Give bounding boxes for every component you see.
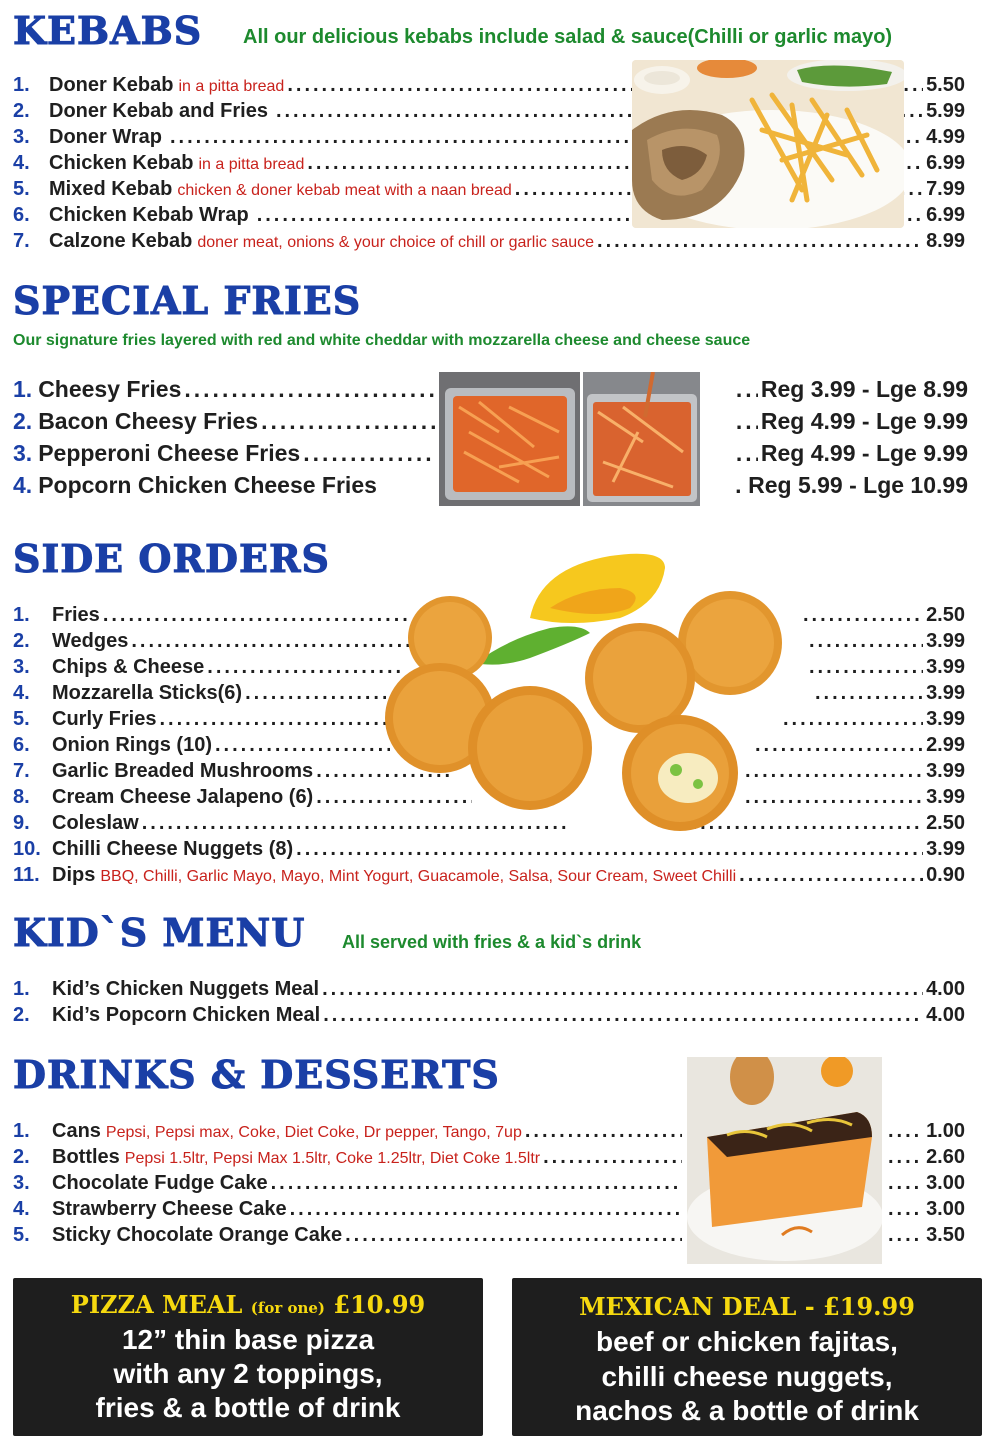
cheesy-fries-tray-photo xyxy=(439,372,580,506)
menu-item-price: ..... 2.99 xyxy=(752,734,965,760)
menu-item: 1. Fries ..... xyxy=(13,604,413,630)
pizza-meal-title: PIZZA MEAL (for one) £10.99 xyxy=(70,1290,426,1319)
menu-item-price: ..... 2.60 xyxy=(885,1146,965,1172)
menu-item-price: ..... 3.00 xyxy=(885,1198,965,1224)
menu-item-price: ..... Reg 5.99 - Lge 10.99 xyxy=(704,472,968,502)
menu-item: 1. Kid’s Chicken Nuggets Meal ..... 4.00 xyxy=(13,978,965,1004)
menu-item-price: ..... 3.99 xyxy=(806,656,965,682)
menu-item: 4. Chicken Kebab in a pitta bread ..... 6.99 xyxy=(13,152,965,178)
kids-menu-subtitle: All served with fries & a kid`s drink xyxy=(342,932,642,952)
mexican-deal-line: nachos & a bottle of drink xyxy=(575,1395,919,1426)
menu-item-price: ..... 3.50 xyxy=(885,1224,965,1250)
menu-item: 3. Chocolate Fudge Cake ..... xyxy=(13,1172,685,1198)
menu-item: 3. Doner Wrap ..... 4.99 xyxy=(13,126,965,152)
menu-item: 2. Bacon Cheesy Fries ..... xyxy=(13,408,439,438)
cheesy-fries-close-photo xyxy=(583,372,700,506)
menu-item-price: ..... Reg 4.99 - Lge 9.99 xyxy=(706,408,968,438)
side-orders-heading: SIDE ORDERS xyxy=(13,536,330,581)
pizza-meal-line: with any 2 toppings, xyxy=(113,1358,383,1389)
menu-item-price: ..... 3.99 xyxy=(780,708,965,734)
menu-item-price: ..... 3.99 xyxy=(806,630,965,656)
menu-item-price: ..... Reg 3.99 - Lge 8.99 xyxy=(706,376,968,406)
menu-item: 5. Sticky Chocolate Orange Cake ..... xyxy=(13,1224,685,1250)
mexican-deal-line: beef or chicken fajitas, xyxy=(596,1326,898,1357)
jalapeno-nuggets-photo xyxy=(380,548,810,850)
pizza-meal-line: 12” thin base pizza xyxy=(121,1324,375,1355)
kebab-photo xyxy=(632,60,904,228)
menu-item-price: ..... Reg 4.99 - Lge 9.99 xyxy=(706,440,968,470)
drinks-desserts-heading: DRINKS & DESSERTS xyxy=(13,1052,500,1097)
menu-item: 11. Dips BBQ, Chilli, Garlic Mayo, Mayo, Mint Yogurt, Guacamole, Salsa, Sour Cream, Sweet Chilli ..... 0.90 xyxy=(13,864,965,890)
menu-item: 3. Chips & Cheese ..... xyxy=(13,656,403,682)
chocolate-orange-cake-photo xyxy=(687,1057,882,1264)
mexican-deal-title: MEXICAN DEAL - £19.99 xyxy=(579,1292,915,1321)
kids-menu-heading: KID`S MENU xyxy=(13,910,306,955)
menu-item: 4. Strawberry Cheese Cake ..... xyxy=(13,1198,685,1224)
menu-item: 1. Cheesy Fries ..... xyxy=(13,376,439,406)
menu-item: 7. Calzone Kebab doner meat, onions & your choice of chill or garlic sauce ..... 8.99 xyxy=(13,230,965,256)
menu-item: 7. Garlic Breaded Mushrooms ..... xyxy=(13,760,453,786)
menu-item: 1. Doner Kebab in a pitta bread ..... 5.50 xyxy=(13,74,965,100)
mexican-deal-line: chilli cheese nuggets, xyxy=(601,1361,893,1392)
kebabs-subtitle: All our delicious kebabs include salad & sauce(Chilli or garlic mayo) xyxy=(243,26,893,48)
mexican-deal xyxy=(512,1278,982,1436)
pizza-meal-line: fries & a bottle of drink xyxy=(95,1392,401,1423)
menu-item-price: ..... 2.50 xyxy=(800,604,965,630)
menu-item: 6. Onion Rings (10) ..... xyxy=(13,734,393,760)
menu-item: 5. Mixed Kebab chicken & doner kebab meat with a naan bread ..... 7.99 xyxy=(13,178,965,204)
menu-item-price: ..... 3.99 xyxy=(812,682,965,708)
menu-item: 2. Kid’s Popcorn Chicken Meal ..... 4.00 xyxy=(13,1004,965,1030)
menu-item: 8. Cream Cheese Jalapeno (6) ..... xyxy=(13,786,475,812)
menu-item: 6. Chicken Kebab Wrap ..... 6.99 xyxy=(13,204,965,230)
menu-item: 4. Mozzarella Sticks(6) ..... xyxy=(13,682,389,708)
menu-item-price: ..... 3.00 xyxy=(885,1172,965,1198)
menu-item: 10. Chilli Cheese Nuggets (8) ..... 3.99 xyxy=(13,838,965,864)
menu-item: 2. Doner Kebab and Fries ..... 5.99 xyxy=(13,100,965,126)
menu-item-price: ..... 1.00 xyxy=(885,1120,965,1146)
menu-item: 9. Coleslaw ..... xyxy=(13,812,573,838)
kebabs-heading: KEBABS xyxy=(13,8,203,53)
menu-item: 2. Bottles Pepsi 1.5ltr, Pepsi Max 1.5ltr, Coke 1.25ltr, Diet Coke 1.5ltr ..... xyxy=(13,1146,685,1172)
menu-item: 3. Pepperoni Cheese Fries ..... xyxy=(13,440,439,470)
special-fries-subtitle: Our signature fries layered with red and white cheddar with mozzarella cheese and cheese sauce xyxy=(13,332,751,349)
special-fries-heading: SPECIAL FRIES xyxy=(13,278,362,323)
menu-item-price: ..... 3.99 xyxy=(742,760,965,786)
menu-item: 1. Cans Pepsi, Pepsi max, Coke, Diet Coke, Dr pepper, Tango, 7up ..... xyxy=(13,1120,685,1146)
menu-item: 4. Popcorn Chicken Cheese Fries xyxy=(13,472,377,498)
pizza-meal-deal xyxy=(13,1278,483,1436)
menu-item-price: ..... 3.99 xyxy=(742,786,965,812)
menu-item: 5. Curly Fries ..... xyxy=(13,708,389,734)
menu-item: 2. Wedges ..... xyxy=(13,630,413,656)
menu-item-price: ..... 2.50 xyxy=(680,812,965,838)
